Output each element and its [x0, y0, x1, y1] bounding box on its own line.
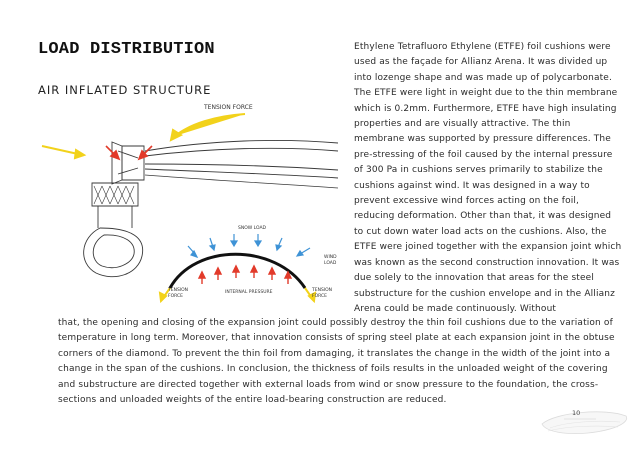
wind-load-label-line2: LOAD — [324, 261, 337, 266]
page-number-badge — [536, 400, 632, 440]
wind-load-label-line1: WIND — [324, 255, 337, 260]
snow-load-arrows — [188, 234, 310, 257]
load-distribution-sketch — [20, 88, 340, 318]
internal-pressure-arrows — [199, 266, 291, 284]
tension-force-top-label: TENSION FORCE — [204, 104, 253, 111]
snow-load-label: SNOW LOAD — [238, 226, 266, 231]
body-text-right-column: Ethylene Tetrafluoro Ethylene (ETFE) foil cushions were used as the façade for Allianz Arena. It was divided up into lozenge shape and was made up of polycarbonate. The ETFE were light in weight due to the thin membrane which is 0.2mm. Furthermore, ETFE have high insulating properties and are visually attractive. The thin membrane was supported by pressure differences. The pre-stressing of the foil caused by the internal pressure of 300 Pa in cushions serves primarily to stabilize the cushions against wind. It was designed in a way to prevent excessive wind forces acting on the foil, reducing deformation. Other than that, it was designed to cut down water load acts on the cushions. Also, the ETFE were joined together with the expansion joint which was known as the second construction innovation. It was due solely to the innovation that areas for the steel substructure for the cushion envelope and in the Allianz Arena could be made continuously. Without — [354, 42, 622, 314]
internal-pressure-label: INTERNAL PRESSURE — [225, 290, 273, 295]
section-subtitle: AIR INFLATED STRUCTURE — [38, 83, 212, 97]
clamp-pressure-arrows — [106, 146, 152, 159]
body-text-bottom: that, the opening and closing of the expansion joint could possibly destroy the thin foil cushions due to the variation of temperature in long term. Moreover, that innovation consists of spring steel plate at each expansion joint in the obtuse corners of the diamond. To prevent the thin foil from damaging, it translates the change in the width of the joint into a change in the span of the cushions. In conclusion, the thickness of foils results in the unloaded weight of the covering and substructure are directed together with external loads from wind or snow pressure to the foundation, the cross-sections and unloaded weights of the entire load-bearing construction are reduced. — [58, 318, 615, 406]
tension-force-right-label-line1: TENSION — [312, 288, 333, 293]
page-title: LOAD DISTRIBUTION — [38, 40, 215, 59]
tension-force-right-label-line2: FORCE — [312, 294, 328, 299]
tension-force-left-label-line2: FORCE — [168, 294, 184, 299]
arch-diagram — [160, 225, 337, 301]
page-number: 10 — [572, 409, 581, 417]
tension-force-left-label-line1: TENSION — [168, 288, 189, 293]
